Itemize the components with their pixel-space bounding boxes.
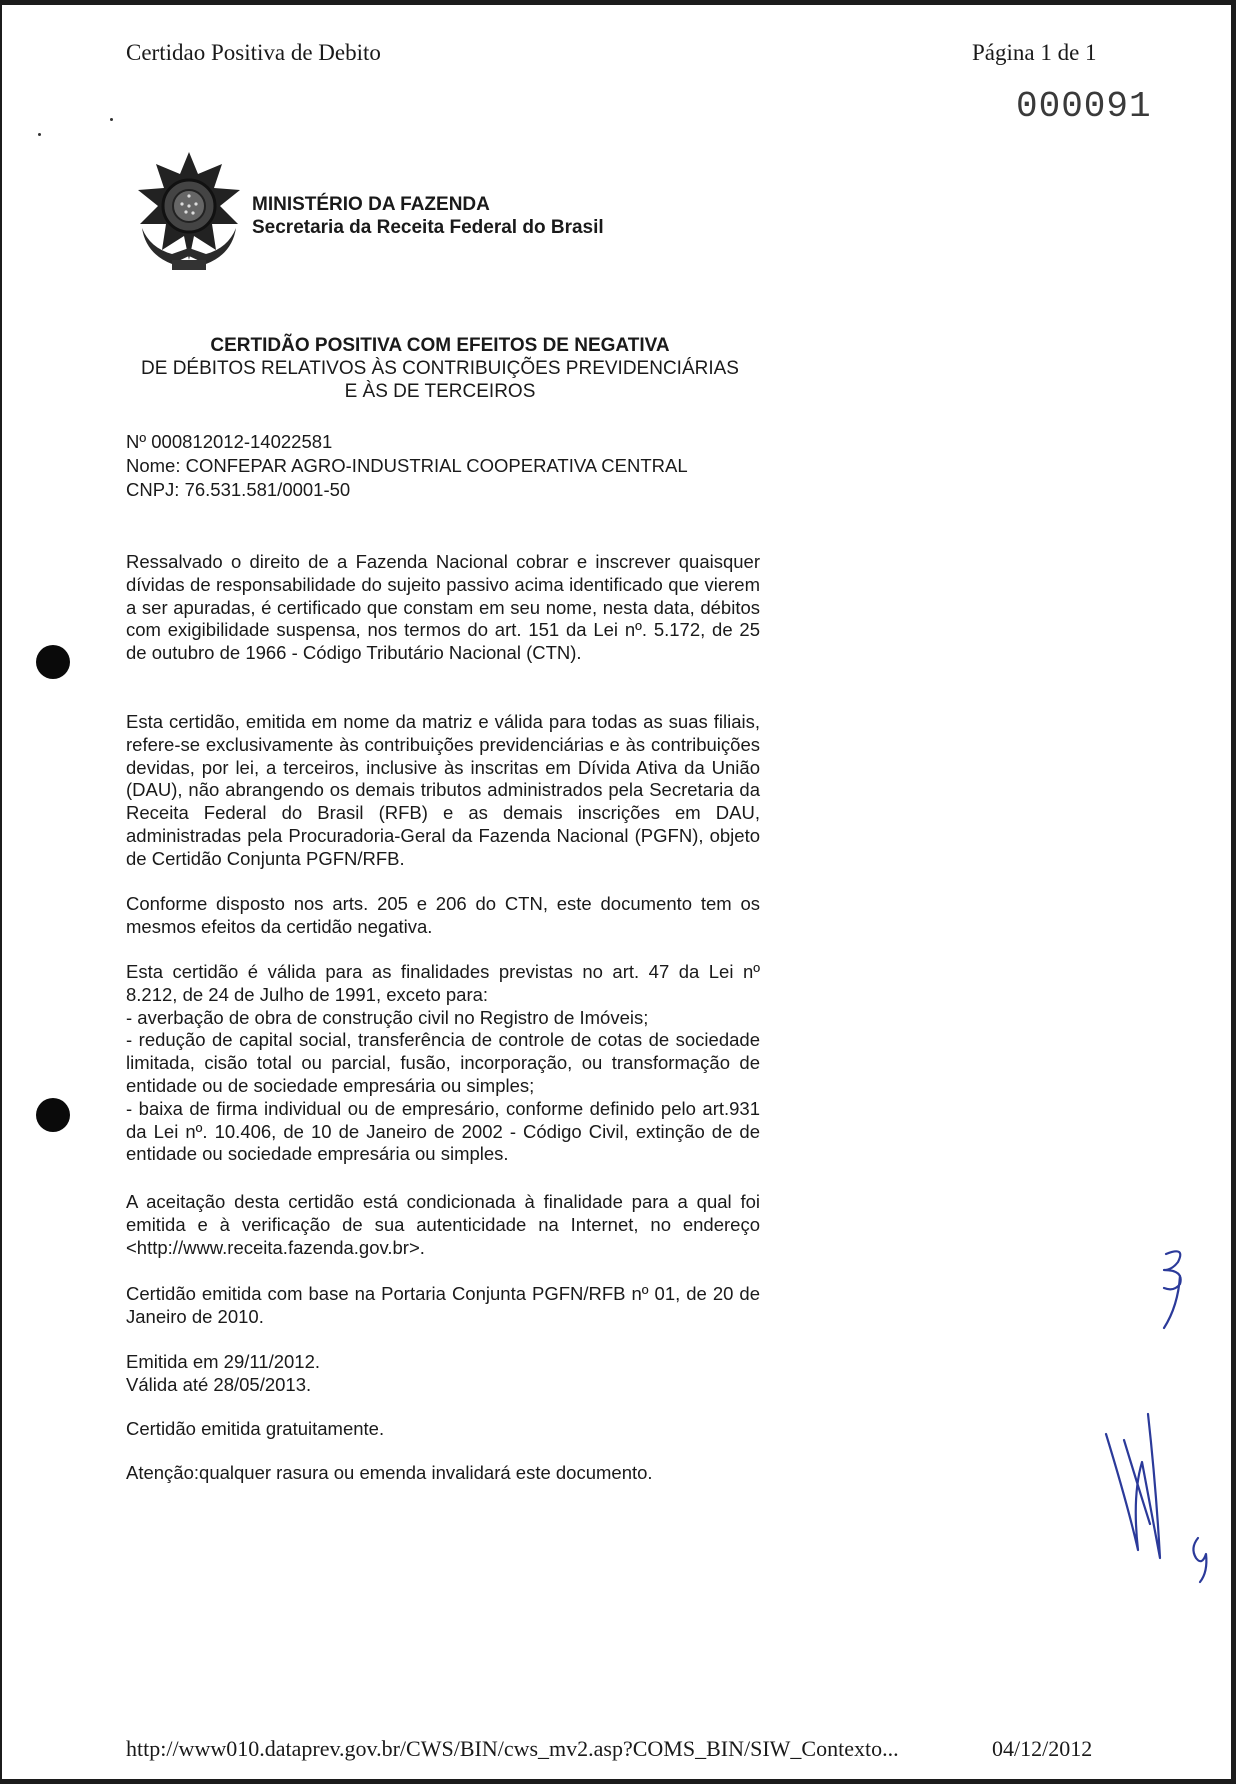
identification-block bbox=[126, 430, 688, 502]
title-line-1: CERTIDÃO POSITIVA COM EFEITOS DE NEGATIVA bbox=[210, 335, 670, 356]
issued-date: Emitida em 29/11/2012. bbox=[126, 1351, 321, 1372]
paragraph-acceptance: A aceitação desta certidão está condicionada à finalidade para a qual foi emitida e à verificação de sua autenticidade na Internet, no endereço <http://www.receita.fazenda.gov.br>. bbox=[126, 1191, 760, 1258]
certificate-title bbox=[120, 334, 760, 403]
exception-item: - averbação de obra de construção civil no Registro de Imóveis; bbox=[126, 1006, 649, 1028]
dates-block bbox=[126, 1351, 320, 1397]
paragraph-reservation: Ressalvado o direito de a Fazenda Nacional cobrar e inscrever quaisquer dívidas de responsabilidade do sujeito passivo acima identificado que vierem a ser apuradas, é certificado que constam em seu nome, nesta data, débitos com exigibilidade suspensa, nos termos do art. 151 da Lei nº. 5.172, de 25 de outubro de 1966 - Código Tributário Nacional (CTN). bbox=[126, 551, 760, 664]
footer-url: http://www010.dataprev.gov.br/CWS/BIN/cws_mv2.asp?COMS_BIN/SIW_Contexto... bbox=[126, 1736, 899, 1761]
ministry-name: MINISTÉRIO DA FAZENDA bbox=[252, 194, 490, 215]
punch-hole bbox=[36, 1098, 70, 1132]
page-indicator: Página 1 de 1 bbox=[972, 40, 1097, 65]
warning-note: Atenção:qualquer rasura ou emenda invalidará este documento. bbox=[126, 1462, 653, 1483]
handwritten-initials-icon bbox=[1094, 1236, 1224, 1596]
ministry-heading bbox=[252, 193, 604, 239]
exception-item: - baixa de firma individual ou de empresário, conforme definido pelo art.931 da Lei nº. 10.406, de 10 de Janeiro de 2002 - Código Civil, extinção de de entidade ou sociedade empresária ou simples. bbox=[126, 1097, 760, 1165]
certificate-number: Nº 000812012-14022581 bbox=[126, 431, 333, 452]
validity-intro: Esta certidão é válida para as finalidades previstas no art. 47 da Lei nº 8.212, de 24 de Julho de 1991, exceto para: bbox=[126, 961, 760, 1005]
punch-hole bbox=[36, 645, 70, 679]
document-title: Certidao Positiva de Debito bbox=[126, 40, 381, 65]
valid-until-date: Válida até 28/05/2013. bbox=[126, 1373, 312, 1395]
scan-speck bbox=[38, 133, 41, 136]
validity-section bbox=[126, 961, 760, 1166]
footer-date: 04/12/2012 bbox=[992, 1736, 1093, 1761]
free-issue-note: Certidão emitida gratuitamente. bbox=[126, 1418, 385, 1439]
paragraph-legal-basis: Certidão emitida com base na Portaria Conjunta PGFN/RFB nº 01, de 20 de Janeiro de 2010. bbox=[126, 1283, 760, 1327]
paragraph-effects: Conforme disposto nos arts. 205 e 206 do CTN, este documento tem os mesmos efeitos da certidão negativa. bbox=[126, 893, 760, 937]
brazil-coat-of-arms-icon bbox=[132, 150, 246, 276]
department-name: Secretaria da Receita Federal do Brasil bbox=[252, 217, 604, 238]
scan-speck bbox=[110, 118, 113, 121]
company-cnpj: CNPJ: 76.531.581/0001-50 bbox=[126, 479, 351, 500]
company-name: Nome: CONFEPAR AGRO-INDUSTRIAL COOPERATIVA CENTRAL bbox=[126, 455, 688, 476]
title-line-2: DE DÉBITOS RELATIVOS ÀS CONTRIBUIÇÕES PREVIDENCIÁRIAS bbox=[141, 358, 739, 379]
exception-item: - redução de capital social, transferência de controle de cotas de sociedade limitada, cisão total ou parcial, fusão, incorporação, ou transformação de entidade ou de sociedade empresária ou simples; bbox=[126, 1029, 760, 1096]
stamp-number: 000091 bbox=[1016, 86, 1152, 127]
paragraph-scope: Esta certidão, emitida em nome da matriz e válida para todas as suas filiais, refere-se exclusivamente às contribuições previdenciárias e às contribuições devidas, por lei, a terceiros, inclusive às inscritas em Dívida Ativa da União (DAU), não abrangendo os demais tributos administrados pela Secretaria da Receita Federal do Brasil (RFB) e as demais inscrições em DAU, administradas pela Procuradoria-Geral da Fazenda Nacional (PGFN), objeto de Certidão Conjunta PGFN/RFB. bbox=[126, 711, 760, 869]
title-line-3: E ÀS DE TERCEIROS bbox=[344, 381, 536, 402]
